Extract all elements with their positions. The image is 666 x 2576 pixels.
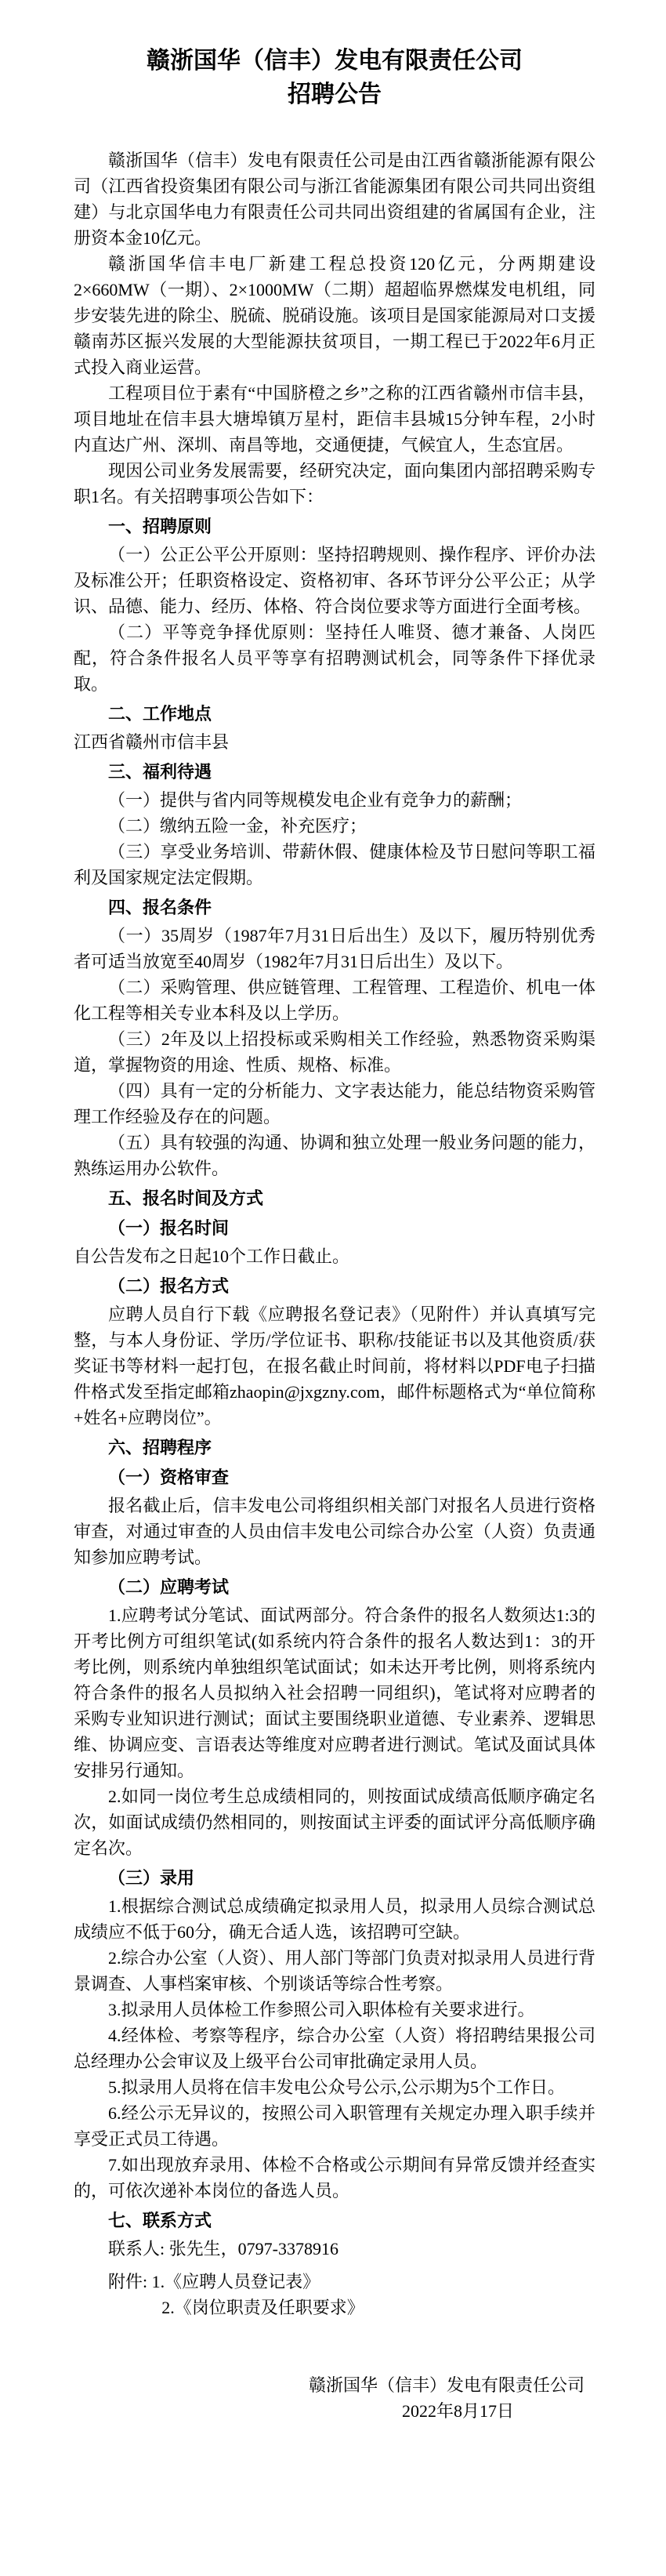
intro-paragraph-2: 赣浙国华信丰电厂新建工程总投资120亿元，分两期建设2×660MW（一期）、2×1000MW（二期）超超临界燃煤发电机组，同步安装先进的除尘、脱硫、脱硝设施。该项目是国家能源局对口支援赣南苏区振兴发展的大型能源扶贫项目，一期工程已于2022年6月正式投入商业运营。 — [74, 254, 595, 377]
section-6-subheading-3: （三）录用 — [108, 1868, 195, 1888]
section-6-heading: 六、招聘程序 — [108, 1438, 212, 1457]
section-4-paragraph-2: （二）采购管理、供应链管理、工程管理、工程造价、机电一体化工程等相关专业本科及以上学历。 — [74, 978, 595, 1023]
section-6-paragraph-8: 5.拟录用人员将在信丰发电公众号公示,公示期为5个工作日。 — [108, 2077, 566, 2097]
section-6-paragraph-3: 2.如同一岗位考生总成绩相同的，则按面试成绩高低顺序确定名次，如面试成绩仍然相同的，则按面试主评委的面试评分高低顺序确定名次。 — [74, 1787, 595, 1858]
section-4-paragraph-3: （三）2年及以上招投标或采购相关工作经验，熟悉物资采购渠道，掌握物资的用途、性质、规格、标准。 — [74, 1029, 595, 1075]
intro-paragraph-1: 赣浙国华（信丰）发电有限责任公司是由江西省赣浙能源有限公司（江西省投资集团有限公司与浙江省能源集团有限公司共同出资组建）与北京国华电力有限责任公司共同出资组建的省属国有企业，注册资本金10亿元。 — [74, 151, 595, 248]
document-title — [74, 44, 595, 111]
section-6-paragraph-10: 7.如出现放弃录用、体检不合格或公示期间有异常反馈并经查实的，可依次递补本岗位的备选人员。 — [74, 2155, 595, 2200]
section-5-paragraph-1: 自公告发布之日起10个工作日截止。 — [74, 1246, 350, 1266]
section-6-paragraph-7: 4.经体检、考察等程序，综合办公室（人资）将招聘结果报公司总经理办公会审议及上级平台公司审批确定录用人员。 — [74, 2026, 595, 2071]
section-6-paragraph-2: 1.应聘考试分笔试、面试两部分。符合条件的报名人数须达1:3的开考比例方可组织笔试(如系统内符合条件的报名人数达到1：3的开考比例，则系统内单独组织笔试面试；如未达开考比例，则将系统内符合条件的报名人员拟纳入社会招聘一同组织)，笔试将对应聘者的采购专业知识进行测试；面试主要围绕职业道德、专业素养、逻辑思维、协调应变、言语表达等维度对应聘者进行测试。笔试及面试具体安排另行通知。 — [74, 1605, 595, 1780]
section-1-paragraph-1: （一）公正公平公开原则：坚持招聘规则、操作程序、评价办法及标准公开；任职资格设定、资格初审、各环节评分公平公正；从学识、品德、能力、经历、体格、符合岗位要求等方面进行全面考核。 — [74, 545, 595, 616]
contact-line: 联系人: 张先生，0797-3378916 — [108, 2239, 338, 2259]
section-3-paragraph-2: （二）缴纳五险一金，补充医疗； — [108, 816, 367, 836]
section-3-paragraph-1: （一）提供与省内同等规模发电企业有竞争力的薪酬； — [108, 790, 523, 810]
section-6-paragraph-1: 报名截止后，信丰发电公司将组织相关部门对报名人员进行资格审查，对通过审查的人员由信丰发电公司综合办公室（人资）负责通知参加应聘考试。 — [74, 1496, 595, 1567]
section-5-subheading-2: （二）报名方式 — [108, 1276, 230, 1296]
section-6-subheading-1: （一）资格审查 — [108, 1468, 230, 1487]
signature-company: 赣浙国华（信丰）发电有限责任公司 — [308, 2375, 585, 2395]
intro-paragraph-3: 工程项目位于素有“中国脐橙之乡”之称的江西省赣州市信丰县，项目地址在信丰县大塘埠镇万星村，距信丰县城15分钟车程，2小时内直达广州、深圳、南昌等地，交通便捷，气候宜人，生态宜居。 — [74, 383, 595, 455]
section-1-heading: 一、招聘原则 — [108, 517, 212, 536]
document-title-line-2: 招聘公告 — [288, 82, 382, 107]
attachment-line-1: 附件: 1.《应聘人员登记表》 — [108, 2272, 320, 2291]
section-7-heading: 七、联系方式 — [108, 2211, 212, 2230]
section-6-paragraph-6: 3.拟录用人员体检工作参照公司入职体检有关要求进行。 — [108, 2000, 535, 2019]
signature-date: 2022年8月17日 — [401, 2401, 514, 2421]
intro-paragraph-4: 现因公司业务发展需要，经研究决定，面向集团内部招聘采购专职1名。有关招聘事项公告如下： — [74, 461, 595, 506]
section-5-heading: 五、报名时间及方式 — [108, 1188, 264, 1208]
section-6-paragraph-9: 6.经公示无异议的，按照公司入职管理有关规定办理入职手续并享受正式员工待遇。 — [74, 2103, 595, 2149]
attachment-line-2: 2.《岗位职责及任职要求》 — [161, 2298, 364, 2317]
document-title-line-1: 赣浙国华（信丰）发电有限责任公司 — [147, 48, 523, 74]
section-5-paragraph-2: 应聘人员自行下载《应聘报名登记表》（见附件）并认真填写完整，与本人身份证、学历/学位证书、职称/技能证书以及其他资质/获奖证书等材料一起打包，在报名截止时间前，将材料以PDF电子扫描件格式发至指定邮箱zhaopin@jxgzny.com，邮件标题格式为“单位简称+姓名+应聘岗位”。 — [74, 1304, 595, 1428]
section-6-paragraph-4: 1.根据综合测试总成绩确定拟录用人员，拟录用人员综合测试总成绩应不低于60分，确无合适人选，该招聘可空缺。 — [74, 1896, 595, 1942]
section-2-location: 江西省赣州市信丰县 — [74, 732, 230, 752]
section-6-subheading-2: （二）应聘考试 — [108, 1577, 230, 1597]
section-4-paragraph-4: （四）具有一定的分析能力、文字表达能力，能总结物资采购管理工作经验及存在的问题。 — [74, 1081, 595, 1127]
section-5-subheading-1: （一）报名时间 — [108, 1218, 230, 1238]
section-4-heading: 四、报名条件 — [108, 898, 212, 917]
section-1-paragraph-2: （二）平等竞争择优原则：坚持任人唯贤、德才兼备、人岗匹配，符合条件报名人员平等享有招聘测试机会，同等条件下择优录取。 — [74, 622, 595, 694]
section-3-heading: 三、福利待遇 — [108, 762, 212, 782]
section-4-paragraph-5: （五）具有较强的沟通、协调和独立处理一般业务问题的能力，熟练运用办公软件。 — [74, 1133, 595, 1178]
section-6-paragraph-5: 2.综合办公室（人资）、用人部门等部门负责对拟录用人员进行背景调查、人事档案审核、个别谈话等综合性考察。 — [74, 1948, 595, 1994]
section-4-paragraph-1: （一）35周岁（1987年7月31日后出生）及以下，履历特别优秀者可适当放宽至40周岁（1982年7月31日后出生）及以下。 — [74, 926, 595, 971]
section-2-heading: 二、工作地点 — [108, 704, 212, 724]
section-3-paragraph-3: （三）享受业务培训、带薪休假、健康体检及节日慰问等职工福利及国家规定法定假期。 — [74, 842, 595, 887]
